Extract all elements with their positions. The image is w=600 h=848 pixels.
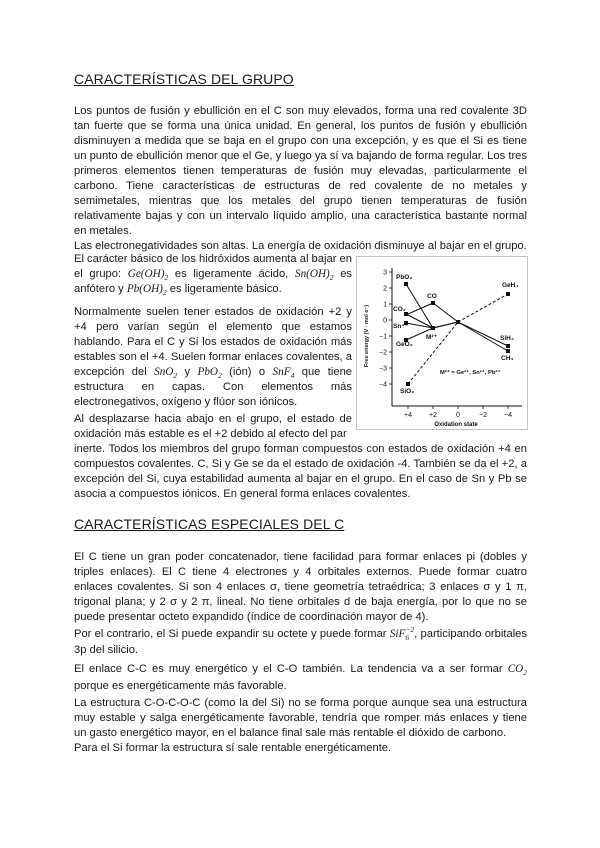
- ytick: −4: [379, 381, 387, 389]
- paragraph-co-bond: El enlace C-C es muy energético y el C-O también. La tendencia va a ser formar $CO_2$ porque es energéticamente más favorable.: [74, 663, 528, 692]
- formula-sno2: SnO$_2$: [154, 366, 178, 381]
- label-co: CO: [427, 293, 437, 300]
- label-geh4: GeH₄: [502, 282, 519, 289]
- ytick: 3: [383, 269, 387, 277]
- legend-m2: M²⁺ = Ge²⁺, Sn²⁺, Pb²⁺: [440, 370, 501, 376]
- label-pbo2: PbO₂: [396, 274, 413, 281]
- section-title-special: CARACTERÍSTICAS ESPECIALES DEL C: [74, 516, 345, 532]
- label-ch4: CH₄: [501, 355, 514, 362]
- xtick: −2: [479, 412, 487, 419]
- label-sn4: Sn⁴⁺: [393, 323, 408, 330]
- paragraph-electronegativity: Las electronegatividades son altas. La energía de oxidación disminuye al bajar en el grupo.: [74, 240, 527, 252]
- formula-ge-oh: $Ge(OH)_2$: [127, 268, 169, 283]
- y-axis-label: Free energy (V · mol e⁻): [364, 304, 370, 368]
- paragraph-melting-points: Los puntos de fusión y ebullición en el C son muy elevados, forma una red covalente 3D tan fuerte que se forma una única unidad. En general, los puntos de fusión y ebullición disminuyen a medida que se baja en el grupo con una excepción, y es que el Si es tiene un punto de ebullición menor que el Ge, y luego ya sí va bajando de forma regular. Los tres primeros elementos tienen temperaturas de fusión muy elevadas, particularmente el carbono. Tiene características de estructuras de red covalente de no metales y semimetales, mientras que los metales del grupo tienen temperaturas de fusión relativamente bajas y con un intervalo líquido amplio, una característica bastante normal en metales.: [74, 105, 527, 237]
- label-m2: M²⁺: [426, 334, 438, 341]
- xtick: −4: [504, 412, 512, 419]
- paragraph-oxidation-states: Normalmente suelen tener estados de oxidación +2 y +4 pero varían según el elemento que estamos hablando. Para el C y Si los estados de oxidación más estables son el +4. Suelen formar enlaces covalentes, a excepción del SnO$_2$ y PbO$_2$ (ión) o SnF$_4$ que tiene estructura en capas. Con elementos más electronegativos, oxígeno y flúor son iónicos.: [74, 306, 353, 408]
- formula-co2: $CO_2$: [507, 663, 528, 678]
- ytick: −1: [379, 333, 387, 341]
- ytick: 0: [383, 317, 387, 325]
- formula-sif6: SiF −2 6: [389, 625, 415, 643]
- formula-snf4: SnF$_4$: [272, 366, 295, 381]
- x-axis-label: Oxidation state: [434, 422, 478, 428]
- paragraph-inert-pair-a: Al desplazarse hacia abajo en el grupo, el estado de oxidación más estable es el +2 debido al efecto del par: [74, 413, 352, 440]
- label-sio2: SiO₂: [400, 388, 415, 395]
- xtick: +4: [404, 412, 412, 419]
- label-geo2: GeO₂: [396, 341, 413, 348]
- xtick: +2: [429, 412, 437, 419]
- paragraph-hydroxides: El carácter básico de los hidróxidos aumenta al bajar en el grupo: $Ge(OH)_2$ es ligeramente ácido, $Sn(OH)_2$ es anfótero y $Pb(OH)_2$ es ligeramente básico.: [74, 253, 353, 298]
- paragraph-concatenation: El C tiene un gran poder concatenador, tiene facilidad para formar enlaces pi (dobles y triples enlaces). El C tiene 4 electrones y 4 orbitales externos. Puede formar cuatro enlaces covalentes. Si son 4 enlaces σ, tiene geometría tetraédrica; 3 enlaces σ y 1 π, trigonal plana; y 2 σ y 2 π, lineal. No tiene orbitales d de baja energía, por lo que no se puede presentar octeto expandido (índice de coordinación mayor de 4).: [74, 551, 527, 623]
- label-sih4: SiH₄: [500, 335, 514, 342]
- frost-diagram: [356, 256, 528, 430]
- paragraph-c-o-chain: La estructura C-O-C-O-C (como la del Si) no se forma porque aunque sea una estructura muy estable y salga energéticamente favorable, tendría que romper más enlaces y tiene un gasto energético mayor, en el balance final sale más rentable el dióxido de carbono.: [74, 697, 527, 739]
- ytick: 2: [383, 285, 387, 293]
- formula-pbo2: PbO$_2$: [197, 366, 222, 381]
- section-title-group: CARACTERÍSTICAS DEL GRUPO: [74, 71, 294, 87]
- hydroxides-line1: El carácter básico de los hidróxidos aumenta al bajar en: [74, 253, 352, 265]
- formula-sn-oh: $Sn(OH)_2$: [294, 268, 334, 283]
- paragraph-silicon-octet: Por el contrario, el Si puede expandir su octete y puede formar SiF −2 6 , participando orbitales 3p del silicio.: [74, 625, 527, 657]
- label-co2: CO₂: [393, 306, 406, 313]
- ytick: −3: [379, 365, 387, 373]
- paragraph-silicon-structure: Para el Si formar la estructura sí sale rentable energéticamente.: [74, 742, 392, 754]
- ytick: −2: [379, 349, 387, 357]
- xtick: 0: [456, 412, 460, 419]
- formula-pb-oh: $Pb(OH)_2$: [126, 283, 167, 298]
- ytick: 1: [383, 301, 387, 309]
- paragraph-inert-pair-b: inerte. Todos los miembros del grupo forman compuestos con estados de oxidación +4 en compuestos covalentes. C, Si y Ge se da el estado de oxidación -4. También se da el +2, a excepción del Si, cuya estabilidad aumenta al bajar en el grupo. En el caso de Sn y Pb se asocia a compuestos iónicos. En general forma enlaces covalentes.: [74, 443, 527, 500]
